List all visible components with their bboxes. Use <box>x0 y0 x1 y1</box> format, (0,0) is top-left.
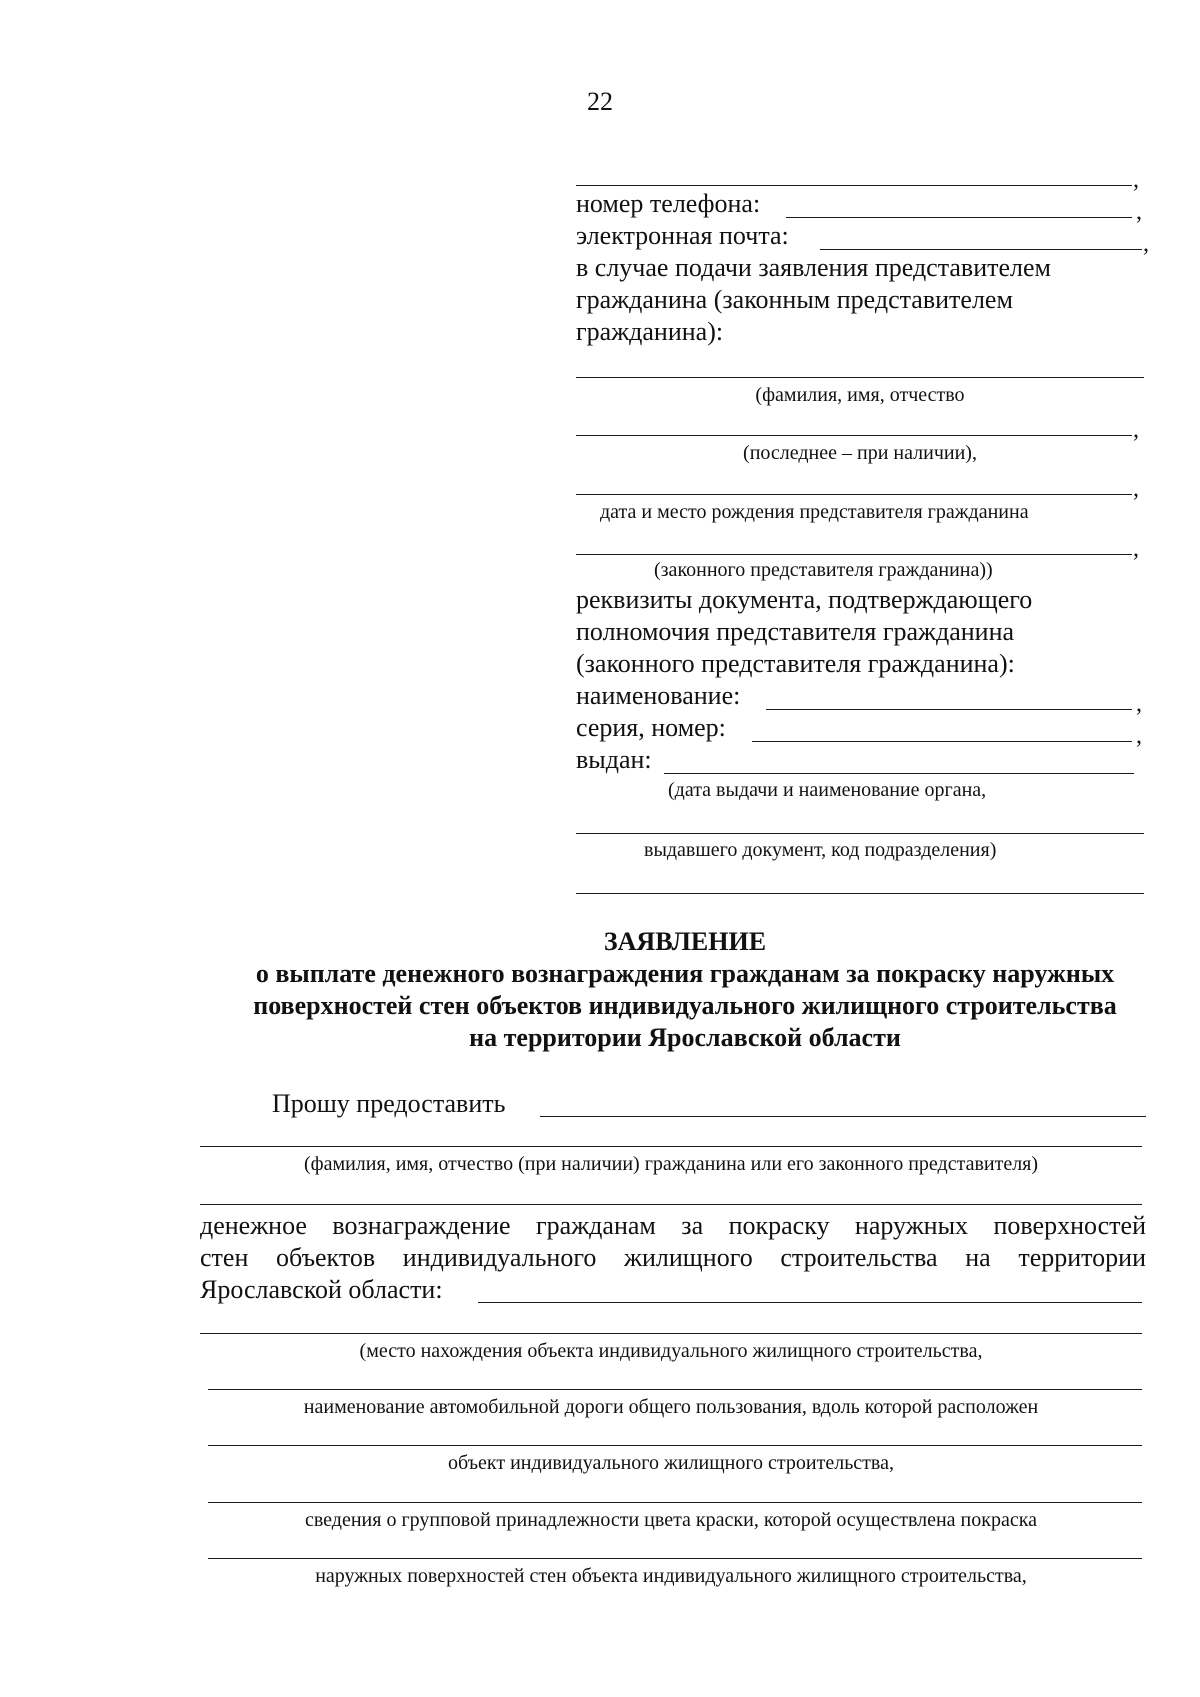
doc-name-field[interactable] <box>766 709 1132 710</box>
comma: , <box>1136 723 1142 749</box>
caption-birth-1: дата и место рождения представителя гражданина <box>600 501 1029 523</box>
title-line-1: о выплате денежного вознаграждения гражданам за покраску наружных <box>255 959 1115 988</box>
caption-birth-2: (законного представителя гражданина)) <box>654 559 993 581</box>
comma: , <box>1133 167 1139 193</box>
representative-name-field[interactable] <box>576 377 1144 378</box>
caption-road: наименование автомобильной дороги общего пользования, вдоль которой расположен <box>303 1396 1039 1418</box>
doc-issued-label: выдан: <box>576 745 652 774</box>
citizen-name-field-2[interactable] <box>200 1204 1142 1205</box>
page-number: 22 <box>587 87 613 116</box>
reward-text-line-1: денежное вознаграждение гражданам за покраску наружных поверхностей <box>200 1211 1146 1240</box>
object-field-2[interactable] <box>208 1389 1142 1390</box>
request-field[interactable] <box>540 1116 1146 1117</box>
title-line-3: на территории Ярославской области <box>469 1023 901 1052</box>
email-field[interactable] <box>820 249 1142 250</box>
doc-issued-field[interactable] <box>664 773 1134 774</box>
caption-object: объект индивидуального жилищного строительства, <box>448 1452 894 1474</box>
doc-series-label: серия, номер: <box>576 713 726 742</box>
doc-name-label: наименование: <box>576 681 741 710</box>
object-location-field[interactable] <box>478 1302 1142 1303</box>
request-label: Прошу предоставить <box>272 1089 506 1118</box>
comma: , <box>1136 691 1142 717</box>
caption-name-1: (фамилия, имя, отчество <box>755 384 965 406</box>
caption-citizen: (фамилия, имя, отчество (при наличии) гражданина или его законного представителя) <box>303 1153 1039 1175</box>
phone-label: номер телефона: <box>576 189 761 218</box>
reward-text-last: Ярославской области: <box>200 1275 443 1304</box>
phone-field[interactable] <box>786 217 1132 218</box>
comma: , <box>1143 231 1149 257</box>
caption-location: (место нахождения объекта индивидуального жилищного строительства, <box>359 1340 983 1362</box>
representative-name-field-2[interactable] <box>576 435 1132 436</box>
address-line <box>576 185 1132 186</box>
caption-paint: сведения о групповой принадлежности цвета краски, которой осуществлена покраска <box>304 1509 1038 1531</box>
doc-series-field[interactable] <box>752 741 1132 742</box>
caption-walls: наружных поверхностей стен объекта индивидуального жилищного строительства, <box>315 1565 1027 1587</box>
doc-issued-field-3[interactable] <box>576 893 1144 894</box>
comma: , <box>1133 536 1139 562</box>
caption-issued-1: (дата выдачи и наименование органа, <box>668 779 987 801</box>
object-field-5[interactable] <box>208 1558 1142 1559</box>
representative-intro-line-1: в случае подачи заявления представителем <box>576 253 1051 282</box>
comma: , <box>1133 417 1139 443</box>
caption-issued-2: выдавшего документ, код подразделения) <box>644 839 997 861</box>
reward-text-line-2: стен объектов индивидуального жилищного строительства на территории <box>200 1243 1146 1272</box>
birth-field-2[interactable] <box>576 554 1132 555</box>
object-field-3[interactable] <box>208 1445 1142 1446</box>
comma: , <box>1133 476 1139 502</box>
email-label: электронная почта: <box>576 221 789 250</box>
citizen-name-field[interactable] <box>200 1146 1142 1147</box>
doc-requisites-line-1: реквизиты документа, подтверждающего <box>576 585 1033 614</box>
object-field-4[interactable] <box>208 1502 1142 1503</box>
representative-intro-line-3: гражданина): <box>576 317 724 346</box>
doc-requisites-line-3: (законного представителя гражданина): <box>576 649 1015 678</box>
representative-intro-line-2: гражданина (законным представителем <box>576 285 1013 314</box>
doc-issued-field-2[interactable] <box>576 833 1144 834</box>
doc-requisites-line-2: полномочия представителя гражданина <box>576 617 1015 646</box>
caption-name-2: (последнее – при наличии), <box>743 442 977 464</box>
title-heading: ЗАЯВЛЕНИЕ <box>603 927 767 956</box>
birth-field[interactable] <box>576 494 1132 495</box>
comma: , <box>1136 199 1142 225</box>
title-line-2: поверхностей стен объектов индивидуального жилищного строительства <box>253 991 1117 1020</box>
object-field-1[interactable] <box>200 1333 1142 1334</box>
